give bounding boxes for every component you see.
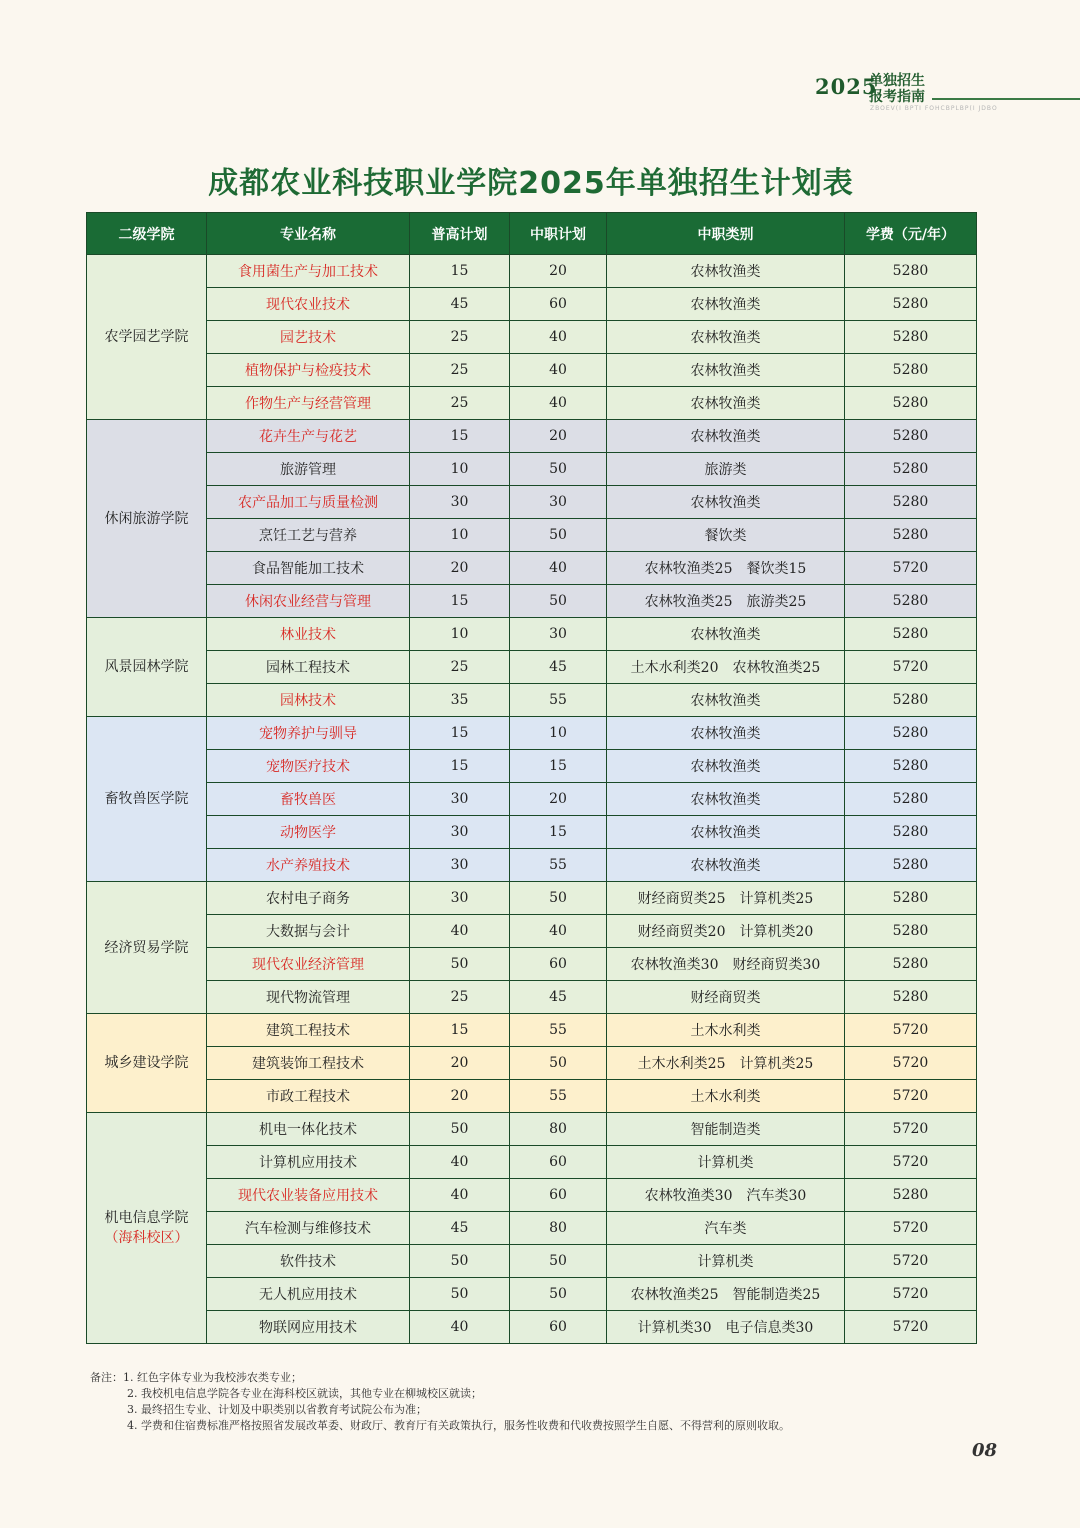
vocational-plan-cell: 50 bbox=[510, 453, 607, 486]
table-row bbox=[87, 519, 977, 552]
note-item: 4. 学费和住宿费标准严格按照省发展改革委、财政厅、教育厅有关政策执行，服务性收费和代收费按照学生自愿、不得营利的原则收取。 bbox=[127, 1419, 790, 1432]
vocational-category-cell: 计算机类 bbox=[607, 1146, 845, 1179]
general-plan-cell: 50 bbox=[410, 1245, 510, 1278]
general-plan-cell: 40 bbox=[410, 1311, 510, 1344]
vocational-category-cell: 农林牧渔类 bbox=[607, 354, 845, 387]
col-header-vocational-category: 中职类别 bbox=[607, 213, 845, 255]
tuition-cell: 5720 bbox=[845, 1146, 977, 1179]
major-cell: 无人机应用技术 bbox=[207, 1278, 410, 1311]
major-cell: 园林技术 bbox=[207, 684, 410, 717]
vocational-plan-cell: 55 bbox=[510, 1014, 607, 1047]
tuition-cell: 5720 bbox=[845, 552, 977, 585]
table-row bbox=[87, 387, 977, 420]
header-subtitle: ZBOEV(I BPTI FOHCBPLBP(I JDBO bbox=[870, 105, 998, 112]
col-header-college: 二级学院 bbox=[87, 213, 207, 255]
vocational-category-cell: 农林牧渔类 bbox=[607, 684, 845, 717]
vocational-plan-cell: 40 bbox=[510, 321, 607, 354]
table-row bbox=[87, 288, 977, 321]
major-cell: 食用菌生产与加工技术 bbox=[207, 255, 410, 288]
vocational-plan-cell: 30 bbox=[510, 618, 607, 651]
general-plan-cell: 45 bbox=[410, 288, 510, 321]
vocational-category-cell: 农林牧渔类 bbox=[607, 849, 845, 882]
table-row bbox=[87, 585, 977, 618]
tuition-cell: 5280 bbox=[845, 783, 977, 816]
table-row bbox=[87, 1080, 977, 1113]
table-row bbox=[87, 1047, 977, 1080]
table-header-row bbox=[87, 213, 977, 255]
admission-plan-table bbox=[86, 212, 977, 1344]
vocational-plan-cell: 50 bbox=[510, 1245, 607, 1278]
general-plan-cell: 25 bbox=[410, 981, 510, 1014]
college-name: 农学园艺学院 bbox=[104, 329, 189, 345]
major-cell: 园艺技术 bbox=[207, 321, 410, 354]
tuition-cell: 5280 bbox=[845, 321, 977, 354]
vocational-category-cell: 餐饮类 bbox=[607, 519, 845, 552]
table-row bbox=[87, 486, 977, 519]
vocational-category-cell: 旅游类 bbox=[607, 453, 845, 486]
vocational-plan-cell: 20 bbox=[510, 420, 607, 453]
vocational-plan-cell: 50 bbox=[510, 1047, 607, 1080]
table-row bbox=[87, 618, 977, 651]
tuition-cell: 5280 bbox=[845, 453, 977, 486]
general-plan-cell: 10 bbox=[410, 453, 510, 486]
table-row bbox=[87, 1311, 977, 1344]
major-cell: 汽车检测与维修技术 bbox=[207, 1212, 410, 1245]
general-plan-cell: 50 bbox=[410, 1113, 510, 1146]
tuition-cell: 5280 bbox=[845, 849, 977, 882]
vocational-category-cell: 土木水利类 bbox=[607, 1080, 845, 1113]
table-row bbox=[87, 717, 977, 750]
vocational-category-cell: 财经商贸类 bbox=[607, 981, 845, 1014]
notes-label: 备注： bbox=[90, 1371, 123, 1384]
header-line2: 报考指南 bbox=[869, 89, 925, 105]
table-row bbox=[87, 849, 977, 882]
major-cell: 现代物流管理 bbox=[207, 981, 410, 1014]
vocational-plan-cell: 40 bbox=[510, 552, 607, 585]
general-plan-cell: 15 bbox=[410, 255, 510, 288]
table-row bbox=[87, 354, 977, 387]
table-row bbox=[87, 1113, 977, 1146]
general-plan-cell: 25 bbox=[410, 387, 510, 420]
vocational-category-cell: 农林牧渔类 bbox=[607, 255, 845, 288]
college-name: 经济贸易学院 bbox=[104, 939, 189, 956]
major-cell: 畜牧兽医 bbox=[207, 783, 410, 816]
college-name: 休闲旅游学院 bbox=[104, 510, 189, 527]
general-plan-cell: 20 bbox=[410, 1080, 510, 1113]
general-plan-cell: 30 bbox=[410, 486, 510, 519]
major-cell: 植物保护与检疫技术 bbox=[207, 354, 410, 387]
general-plan-cell: 50 bbox=[410, 948, 510, 981]
college-cell bbox=[87, 1113, 207, 1344]
tuition-cell: 5280 bbox=[845, 915, 977, 948]
general-plan-cell: 15 bbox=[410, 585, 510, 618]
vocational-plan-cell: 30 bbox=[510, 486, 607, 519]
major-cell: 宠物养护与驯导 bbox=[207, 717, 410, 750]
vocational-plan-cell: 60 bbox=[510, 1179, 607, 1212]
general-plan-cell: 45 bbox=[410, 1212, 510, 1245]
tuition-cell: 5280 bbox=[845, 750, 977, 783]
vocational-category-cell: 农林牧渔类25 智能制造类25 bbox=[607, 1278, 845, 1311]
college-cell bbox=[87, 882, 207, 1014]
general-plan-cell: 50 bbox=[410, 1278, 510, 1311]
vocational-category-cell: 智能制造类 bbox=[607, 1113, 845, 1146]
major-cell: 休闲农业经营与管理 bbox=[207, 585, 410, 618]
tuition-cell: 5280 bbox=[845, 882, 977, 915]
major-cell: 水产养殖技术 bbox=[207, 849, 410, 882]
table-row bbox=[87, 915, 977, 948]
page-number: 08 bbox=[972, 1440, 998, 1461]
tuition-cell: 5280 bbox=[845, 618, 977, 651]
table-row bbox=[87, 1014, 977, 1047]
tuition-cell: 5280 bbox=[845, 519, 977, 552]
vocational-category-cell: 财经商贸类25 计算机类25 bbox=[607, 882, 845, 915]
vocational-category-cell: 农林牧渔类 bbox=[607, 486, 845, 519]
col-header-tuition: 学费（元/年） bbox=[845, 213, 977, 255]
vocational-plan-cell: 80 bbox=[510, 1113, 607, 1146]
vocational-category-cell: 农林牧渔类25 餐饮类15 bbox=[607, 552, 845, 585]
vocational-category-cell: 农林牧渔类25 旅游类25 bbox=[607, 585, 845, 618]
tuition-cell: 5280 bbox=[845, 948, 977, 981]
vocational-category-cell: 农林牧渔类 bbox=[607, 321, 845, 354]
tuition-cell: 5280 bbox=[845, 1179, 977, 1212]
general-plan-cell: 10 bbox=[410, 519, 510, 552]
college-name: 畜牧兽医学院 bbox=[104, 791, 189, 807]
vocational-category-cell: 农林牧渔类30 财经商贸类30 bbox=[607, 948, 845, 981]
general-plan-cell: 20 bbox=[410, 552, 510, 585]
vocational-plan-cell: 55 bbox=[510, 1080, 607, 1113]
tuition-cell: 5280 bbox=[845, 288, 977, 321]
college-cell bbox=[87, 1014, 207, 1113]
table-row bbox=[87, 684, 977, 717]
vocational-plan-cell: 15 bbox=[510, 750, 607, 783]
major-cell: 现代农业装备应用技术 bbox=[207, 1179, 410, 1212]
general-plan-cell: 20 bbox=[410, 1047, 510, 1080]
tuition-cell: 5280 bbox=[845, 717, 977, 750]
vocational-plan-cell: 50 bbox=[510, 882, 607, 915]
vocational-plan-cell: 40 bbox=[510, 387, 607, 420]
general-plan-cell: 15 bbox=[410, 750, 510, 783]
vocational-plan-cell: 20 bbox=[510, 255, 607, 288]
tuition-cell: 5280 bbox=[845, 420, 977, 453]
vocational-plan-cell: 60 bbox=[510, 1146, 607, 1179]
table-row bbox=[87, 453, 977, 486]
general-plan-cell: 15 bbox=[410, 1014, 510, 1047]
general-plan-cell: 40 bbox=[410, 915, 510, 948]
tuition-cell: 5280 bbox=[845, 585, 977, 618]
tuition-cell: 5720 bbox=[845, 1113, 977, 1146]
guide-header bbox=[812, 72, 1080, 116]
vocational-category-cell: 土木水利类25 计算机类25 bbox=[607, 1047, 845, 1080]
vocational-category-cell: 计算机类30 电子信息类30 bbox=[607, 1311, 845, 1344]
college-name: 城乡建设学院 bbox=[104, 1055, 189, 1071]
tuition-cell: 5720 bbox=[845, 1311, 977, 1344]
vocational-category-cell: 农林牧渔类 bbox=[607, 783, 845, 816]
vocational-category-cell: 计算机类 bbox=[607, 1245, 845, 1278]
table-row bbox=[87, 948, 977, 981]
vocational-category-cell: 农林牧渔类 bbox=[607, 618, 845, 651]
major-cell: 园林工程技术 bbox=[207, 651, 410, 684]
general-plan-cell: 30 bbox=[410, 816, 510, 849]
major-cell: 大数据与会计 bbox=[207, 915, 410, 948]
major-cell: 旅游管理 bbox=[207, 453, 410, 486]
major-cell: 现代农业技术 bbox=[207, 288, 410, 321]
vocational-plan-cell: 40 bbox=[510, 915, 607, 948]
major-cell: 花卉生产与花艺 bbox=[207, 420, 410, 453]
vocational-plan-cell: 45 bbox=[510, 651, 607, 684]
col-header-major: 专业名称 bbox=[207, 213, 410, 255]
table-row bbox=[87, 1179, 977, 1212]
vocational-plan-cell: 50 bbox=[510, 585, 607, 618]
tuition-cell: 5280 bbox=[845, 816, 977, 849]
header-line1: 单独招生 bbox=[869, 73, 925, 89]
general-plan-cell: 35 bbox=[410, 684, 510, 717]
table-row bbox=[87, 321, 977, 354]
major-cell: 农村电子商务 bbox=[207, 882, 410, 915]
general-plan-cell: 15 bbox=[410, 420, 510, 453]
note-item: 1. 红色字体专业为我校涉农类专业； bbox=[123, 1371, 302, 1384]
vocational-plan-cell: 55 bbox=[510, 684, 607, 717]
tuition-cell: 5720 bbox=[845, 1278, 977, 1311]
vocational-category-cell: 土木水利类20 农林牧渔类25 bbox=[607, 651, 845, 684]
table-row bbox=[87, 1212, 977, 1245]
college-cell bbox=[87, 420, 207, 618]
vocational-category-cell: 农林牧渔类 bbox=[607, 717, 845, 750]
header-rule bbox=[932, 98, 1080, 100]
vocational-plan-cell: 60 bbox=[510, 948, 607, 981]
notes bbox=[90, 1370, 790, 1434]
major-cell: 建筑装饰工程技术 bbox=[207, 1047, 410, 1080]
tuition-cell: 5280 bbox=[845, 486, 977, 519]
vocational-plan-cell: 50 bbox=[510, 1278, 607, 1311]
college-name: 机电信息学院 bbox=[104, 1210, 189, 1226]
table-row bbox=[87, 882, 977, 915]
vocational-category-cell: 财经商贸类20 计算机类20 bbox=[607, 915, 845, 948]
tuition-cell: 5280 bbox=[845, 255, 977, 288]
college-cell bbox=[87, 255, 207, 420]
note-item: 2. 我校机电信息学院各专业在海科校区就读，其他专业在柳城校区就读； bbox=[127, 1387, 482, 1400]
major-cell: 农产品加工与质量检测 bbox=[207, 486, 410, 519]
table-row bbox=[87, 1245, 977, 1278]
general-plan-cell: 30 bbox=[410, 882, 510, 915]
tuition-cell: 5280 bbox=[845, 387, 977, 420]
tuition-cell: 5720 bbox=[845, 1080, 977, 1113]
major-cell: 现代农业经济管理 bbox=[207, 948, 410, 981]
major-cell: 机电一体化技术 bbox=[207, 1113, 410, 1146]
table-row bbox=[87, 1278, 977, 1311]
tuition-cell: 5720 bbox=[845, 1047, 977, 1080]
vocational-category-cell: 农林牧渔类 bbox=[607, 816, 845, 849]
major-cell: 软件技术 bbox=[207, 1245, 410, 1278]
major-cell: 作物生产与经营管理 bbox=[207, 387, 410, 420]
general-plan-cell: 30 bbox=[410, 783, 510, 816]
general-plan-cell: 25 bbox=[410, 354, 510, 387]
vocational-category-cell: 农林牧渔类 bbox=[607, 288, 845, 321]
major-cell: 食品智能加工技术 bbox=[207, 552, 410, 585]
header-year: 2025 bbox=[815, 74, 878, 99]
vocational-plan-cell: 60 bbox=[510, 288, 607, 321]
college-cell bbox=[87, 717, 207, 882]
general-plan-cell: 10 bbox=[410, 618, 510, 651]
vocational-category-cell: 农林牧渔类 bbox=[607, 750, 845, 783]
tuition-cell: 5720 bbox=[845, 1212, 977, 1245]
tuition-cell: 5280 bbox=[845, 981, 977, 1014]
major-cell: 宠物医疗技术 bbox=[207, 750, 410, 783]
table-row bbox=[87, 420, 977, 453]
major-cell: 林业技术 bbox=[207, 618, 410, 651]
table-body bbox=[87, 255, 977, 1344]
major-cell: 计算机应用技术 bbox=[207, 1146, 410, 1179]
table-row bbox=[87, 750, 977, 783]
tuition-cell: 5720 bbox=[845, 1245, 977, 1278]
college-cell bbox=[87, 618, 207, 717]
vocational-plan-cell: 50 bbox=[510, 519, 607, 552]
vocational-plan-cell: 15 bbox=[510, 816, 607, 849]
table-row bbox=[87, 981, 977, 1014]
vocational-plan-cell: 55 bbox=[510, 849, 607, 882]
table-row bbox=[87, 255, 977, 288]
tuition-cell: 5720 bbox=[845, 1014, 977, 1047]
table-row bbox=[87, 783, 977, 816]
note-item: 3. 最终招生专业、计划及中职类别以省教育考试院公布为准； bbox=[127, 1403, 427, 1416]
table-row bbox=[87, 552, 977, 585]
general-plan-cell: 15 bbox=[410, 717, 510, 750]
vocational-plan-cell: 40 bbox=[510, 354, 607, 387]
tuition-cell: 5720 bbox=[845, 651, 977, 684]
vocational-plan-cell: 80 bbox=[510, 1212, 607, 1245]
major-cell: 物联网应用技术 bbox=[207, 1311, 410, 1344]
major-cell: 动物医学 bbox=[207, 816, 410, 849]
col-header-general-plan: 普高计划 bbox=[410, 213, 510, 255]
table-row bbox=[87, 816, 977, 849]
vocational-plan-cell: 45 bbox=[510, 981, 607, 1014]
col-header-vocational-plan: 中职计划 bbox=[510, 213, 607, 255]
major-cell: 烹饪工艺与营养 bbox=[207, 519, 410, 552]
table-row bbox=[87, 1146, 977, 1179]
vocational-category-cell: 农林牧渔类30 汽车类30 bbox=[607, 1179, 845, 1212]
general-plan-cell: 40 bbox=[410, 1179, 510, 1212]
vocational-plan-cell: 60 bbox=[510, 1311, 607, 1344]
vocational-category-cell: 土木水利类 bbox=[607, 1014, 845, 1047]
general-plan-cell: 40 bbox=[410, 1146, 510, 1179]
vocational-plan-cell: 10 bbox=[510, 717, 607, 750]
college-name: 风景园林学院 bbox=[104, 659, 189, 675]
college-campus-note: （海科校区） bbox=[104, 1230, 189, 1246]
vocational-category-cell: 汽车类 bbox=[607, 1212, 845, 1245]
general-plan-cell: 25 bbox=[410, 651, 510, 684]
general-plan-cell: 30 bbox=[410, 849, 510, 882]
page-title: 成都农业科技职业学院2025年单独招生计划表 bbox=[208, 166, 854, 201]
general-plan-cell: 25 bbox=[410, 321, 510, 354]
vocational-category-cell: 农林牧渔类 bbox=[607, 420, 845, 453]
tuition-cell: 5280 bbox=[845, 684, 977, 717]
vocational-plan-cell: 20 bbox=[510, 783, 607, 816]
major-cell: 市政工程技术 bbox=[207, 1080, 410, 1113]
table-row bbox=[87, 651, 977, 684]
vocational-category-cell: 农林牧渔类 bbox=[607, 387, 845, 420]
major-cell: 建筑工程技术 bbox=[207, 1014, 410, 1047]
tuition-cell: 5280 bbox=[845, 354, 977, 387]
